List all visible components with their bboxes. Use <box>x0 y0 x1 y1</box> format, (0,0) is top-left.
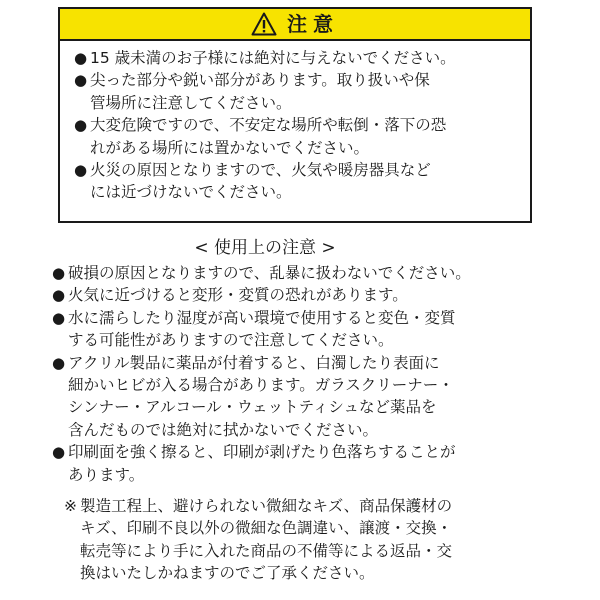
usage-item <box>52 352 592 442</box>
disclaimer-note <box>64 495 584 585</box>
bullet: ● <box>74 49 88 67</box>
warning-item-text: 大変危険ですので、不安定な場所や転倒・落下の恐 れがある場所には置かないでください。 <box>90 116 447 157</box>
bullet: ● <box>74 116 88 135</box>
warning-item-text: 火災の原因となりますので、火気や暖房器具など には近づけないでください。 <box>90 161 431 202</box>
warning-item <box>74 69 522 114</box>
warning-item <box>74 47 522 69</box>
usage-title: < 使用上の注意 > <box>194 238 336 258</box>
warning-header <box>60 9 530 41</box>
warning-box <box>58 7 532 223</box>
usage-list <box>52 262 592 486</box>
bullet: ● <box>52 308 66 327</box>
usage-item <box>52 307 592 352</box>
warning-title: 注意 <box>287 12 339 36</box>
bullet: ● <box>52 286 66 305</box>
usage-item <box>52 441 592 486</box>
warning-item-text: 尖った部分や鋭い部分があります。取り扱いや保 管場所に注意してください。 <box>90 71 430 112</box>
warning-item-text: 15 歳未満のお子様には絶対に与えないでください。 <box>90 49 456 67</box>
bullet: ● <box>52 443 66 462</box>
usage-item <box>52 284 592 306</box>
bullet: ● <box>52 353 66 372</box>
usage-item-text: アクリル製品に薬品が付着すると、白濁したり表面に 細かいヒビが入る場合があります。ガラスクリーナー・ シンナー・アルコール・ウェットティシュなど薬品を 含んだものでは絶対に拭かないでください。 <box>68 353 454 439</box>
warning-triangle-icon <box>251 12 277 36</box>
usage-item-text: 破損の原因となりますので、乱暴に扱わないでください。 <box>68 264 471 282</box>
usage-item-text: 火気に近づけると変形・変質の恐れがあります。 <box>68 286 408 305</box>
usage-item <box>52 262 592 284</box>
note-mark: ※ <box>64 497 77 515</box>
note-text: 製造工程上、避けられない微細なキズ、商品保護材の キズ、印刷不良以外の微細な色調違い、譲渡・交換・ 転売等により手に入れた商品の不備等による返品・交 換はいたしかねますのでご了承ください。 <box>80 497 453 583</box>
bullet: ● <box>74 161 88 180</box>
bullet: ● <box>74 71 88 90</box>
usage-item-text: 印刷面を強く擦ると、印刷が剥げたり色落ちすることが あります。 <box>68 443 456 484</box>
warning-item <box>74 114 522 159</box>
warning-item <box>74 159 522 204</box>
usage-item-text: 水に濡らしたり湿度が高い環境で使用すると変色・変質 する可能性がありますので注意してください。 <box>68 308 456 350</box>
bullet: ● <box>52 264 66 282</box>
warning-list <box>60 41 530 204</box>
